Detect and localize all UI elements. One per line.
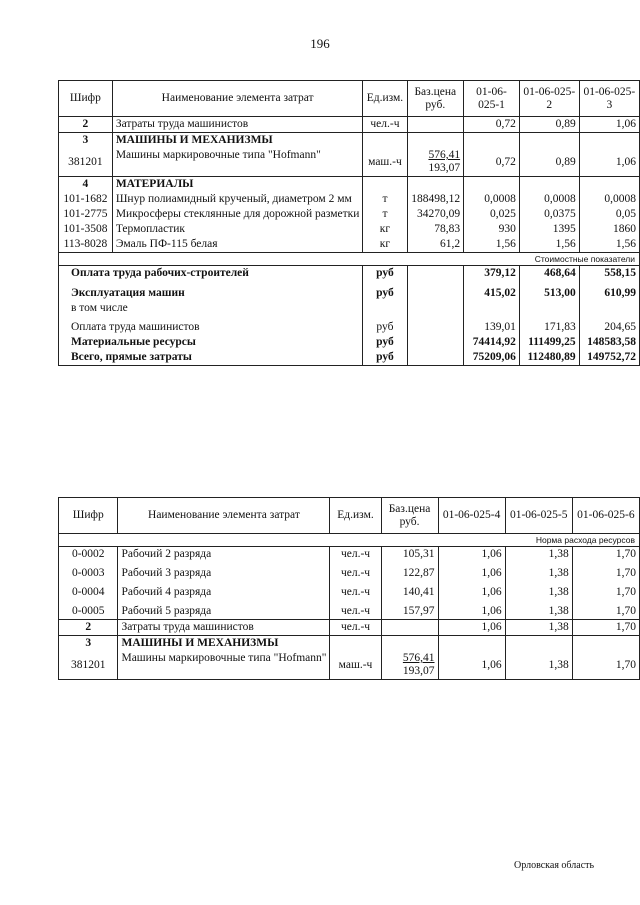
summary-value-3: 558,15 — [579, 266, 639, 282]
row-price: 122,87 — [381, 562, 438, 581]
row-value-3: 1,70 — [572, 547, 639, 563]
row-value-2 — [519, 133, 579, 149]
row-unit: чел.-ч — [330, 581, 381, 600]
row-unit: чел.-ч — [330, 600, 381, 620]
row-value-2: 1,38 — [505, 600, 572, 620]
row-name: Рабочий 3 разряда — [118, 562, 330, 581]
row-value-1: 1,06 — [438, 600, 505, 620]
summary-value-1: 139,01 — [464, 316, 520, 335]
summary-row — [59, 335, 640, 350]
table-header-row — [59, 498, 640, 534]
row-code: 381201 — [59, 651, 118, 680]
header-price: Баз.цена руб. — [381, 498, 438, 534]
row-value-2: 1,38 — [505, 581, 572, 600]
row-price — [407, 117, 464, 133]
row-value-3: 1,70 — [572, 581, 639, 600]
header-code: Шифр — [59, 81, 113, 117]
row-value-1: 1,56 — [464, 237, 520, 253]
row-unit: кг — [363, 222, 407, 237]
row-value-2: 0,89 — [519, 117, 579, 133]
table-row — [59, 177, 640, 193]
row-value-2: 1395 — [519, 222, 579, 237]
row-code: 0-0002 — [59, 547, 118, 563]
row-price — [381, 636, 438, 652]
summary-value-2: 468,64 — [519, 266, 579, 282]
row-price: 78,83 — [407, 222, 464, 237]
row-value-2: 1,38 — [505, 562, 572, 581]
section-note-row — [59, 253, 640, 266]
table-row — [59, 222, 640, 237]
page-number: 196 — [310, 36, 330, 51]
summary-name: Оплата труда машинистов — [59, 316, 363, 335]
row-value-1: 0,72 — [464, 148, 520, 177]
summary-value-3 — [579, 301, 639, 316]
row-code: 101-2775 — [59, 207, 113, 222]
row-value-3: 1,70 — [572, 620, 639, 636]
row-value-2 — [505, 636, 572, 652]
header-col-6: 01-06-025-6 — [572, 498, 639, 534]
row-value-3: 1,70 — [572, 562, 639, 581]
summary-price — [407, 266, 464, 282]
section-note: Стоимостные показатели — [59, 253, 640, 266]
summary-name: Оплата труда рабочих-строителей — [59, 266, 363, 282]
row-value-3: 0,05 — [579, 207, 639, 222]
resource-table-2 — [58, 497, 640, 680]
table-row — [59, 600, 640, 620]
row-value-1: 1,06 — [438, 547, 505, 563]
header-unit: Ед.изм. — [363, 81, 407, 117]
row-value-2: 0,89 — [519, 148, 579, 177]
table-row — [59, 562, 640, 581]
header-name: Наименование элемента затрат — [118, 498, 330, 534]
row-name: МАШИНЫ И МЕХАНИЗМЫ — [118, 636, 330, 652]
row-price: 61,2 — [407, 237, 464, 253]
row-code: 381201 — [59, 148, 113, 177]
row-value-3 — [579, 177, 639, 193]
summary-unit: руб — [363, 335, 407, 350]
footer-region: Орловская область — [514, 860, 595, 871]
summary-price — [407, 281, 464, 301]
summary-row — [59, 301, 640, 316]
summary-value-3: 149752,72 — [579, 350, 639, 366]
row-unit — [363, 133, 407, 149]
row-code: 0-0003 — [59, 562, 118, 581]
row-value-2: 0,0375 — [519, 207, 579, 222]
row-name: Термопластик — [112, 222, 363, 237]
summary-value-1: 74414,92 — [464, 335, 520, 350]
table-row — [59, 207, 640, 222]
row-code: 3 — [59, 133, 113, 149]
row-name: Микросферы стеклянные для дорожной разметки — [112, 207, 363, 222]
header-col-5: 01-06-025-5 — [505, 498, 572, 534]
summary-value-3: 148583,58 — [579, 335, 639, 350]
row-code: 4 — [59, 177, 113, 193]
row-unit: маш.-ч — [330, 651, 381, 680]
header-price: Баз.цена руб. — [407, 81, 464, 117]
summary-price — [407, 316, 464, 335]
price-value: 576,41 — [402, 652, 435, 664]
row-unit: чел.-ч — [330, 562, 381, 581]
row-value-1: 930 — [464, 222, 520, 237]
row-value-1: 0,72 — [464, 117, 520, 133]
row-value-3: 1,70 — [572, 600, 639, 620]
row-value-2: 1,38 — [505, 547, 572, 563]
summary-name: в том числе — [59, 301, 363, 316]
summary-price — [407, 350, 464, 366]
table-row — [59, 148, 640, 177]
row-value-3 — [572, 636, 639, 652]
row-value-3: 1,06 — [579, 148, 639, 177]
section-note-row — [59, 534, 640, 547]
row-name: Машины маркировочные типа "Hofmann" — [118, 651, 330, 680]
row-name: Затраты труда машинистов — [118, 620, 330, 636]
summary-value-2: 111499,25 — [519, 335, 579, 350]
summary-name: Эксплуатация машин — [59, 281, 363, 301]
summary-unit: руб — [363, 350, 407, 366]
summary-value-1: 75209,06 — [464, 350, 520, 366]
row-name: Затраты труда машинистов — [112, 117, 363, 133]
row-code: 3 — [59, 636, 118, 652]
summary-name: Материальные ресурсы — [59, 335, 363, 350]
row-price: 157,97 — [381, 600, 438, 620]
price-machinist-value: 193,07 — [402, 665, 435, 677]
summary-value-2 — [519, 301, 579, 316]
row-price — [407, 133, 464, 149]
row-value-1: 0,0008 — [464, 192, 520, 207]
row-value-2: 1,38 — [505, 620, 572, 636]
price-machinist-value: 193,07 — [428, 162, 461, 174]
row-unit: т — [363, 192, 407, 207]
row-name: Рабочий 2 разряда — [118, 547, 330, 563]
row-value-3: 1,56 — [579, 237, 639, 253]
row-code: 2 — [59, 620, 118, 636]
summary-row — [59, 350, 640, 366]
row-code: 101-3508 — [59, 222, 113, 237]
header-col-1: 01-06-025-1 — [464, 81, 520, 117]
row-name: Машины маркировочные типа "Hofmann" — [112, 148, 363, 177]
row-code: 2 — [59, 117, 113, 133]
row-name: Рабочий 5 разряда — [118, 600, 330, 620]
table-row — [59, 581, 640, 600]
summary-value-1: 415,02 — [464, 281, 520, 301]
row-name: МАШИНЫ И МЕХАНИЗМЫ — [112, 133, 363, 149]
row-value-3: 0,0008 — [579, 192, 639, 207]
table-row — [59, 636, 640, 652]
summary-unit: руб — [363, 316, 407, 335]
row-value-2: 1,56 — [519, 237, 579, 253]
row-unit: маш.-ч — [363, 148, 407, 177]
row-name: Эмаль ПФ-115 белая — [112, 237, 363, 253]
row-price — [407, 177, 464, 193]
row-code: 0-0005 — [59, 600, 118, 620]
summary-value-1: 379,12 — [464, 266, 520, 282]
row-name: Рабочий 4 разряда — [118, 581, 330, 600]
row-unit: чел.-ч — [363, 117, 407, 133]
summary-unit — [363, 301, 407, 316]
header-name: Наименование элемента затрат — [112, 81, 363, 117]
table-row — [59, 547, 640, 563]
summary-unit: руб — [363, 281, 407, 301]
row-price: 105,31 — [381, 547, 438, 563]
row-value-2: 0,0008 — [519, 192, 579, 207]
row-name: МАТЕРИАЛЫ — [112, 177, 363, 193]
row-price — [381, 651, 438, 680]
row-value-1 — [464, 177, 520, 193]
table-row — [59, 117, 640, 133]
summary-value-1 — [464, 301, 520, 316]
row-value-1 — [464, 133, 520, 149]
row-value-3: 1,70 — [572, 651, 639, 680]
row-price — [381, 620, 438, 636]
header-col-3: 01-06-025-3 — [579, 81, 639, 117]
price-value: 576,41 — [428, 149, 461, 161]
header-col-4: 01-06-025-4 — [438, 498, 505, 534]
header-code: Шифр — [59, 498, 118, 534]
row-unit: кг — [363, 237, 407, 253]
summary-row — [59, 281, 640, 301]
row-unit — [363, 177, 407, 193]
row-value-2 — [519, 177, 579, 193]
row-value-1: 1,06 — [438, 581, 505, 600]
summary-price — [407, 335, 464, 350]
row-price — [407, 148, 464, 177]
summary-value-3: 204,65 — [579, 316, 639, 335]
section-note: Норма расхода ресурсов — [59, 534, 640, 547]
row-value-1: 1,06 — [438, 562, 505, 581]
table-row — [59, 192, 640, 207]
header-col-2: 01-06-025-2 — [519, 81, 579, 117]
summary-price — [407, 301, 464, 316]
row-code: 113-8028 — [59, 237, 113, 253]
row-unit — [330, 636, 381, 652]
row-value-3: 1860 — [579, 222, 639, 237]
summary-value-2: 171,83 — [519, 316, 579, 335]
summary-value-2: 112480,89 — [519, 350, 579, 366]
row-price: 34270,09 — [407, 207, 464, 222]
row-value-3: 1,06 — [579, 117, 639, 133]
row-value-1: 1,06 — [438, 651, 505, 680]
row-value-2: 1,38 — [505, 651, 572, 680]
summary-value-2: 513,00 — [519, 281, 579, 301]
row-unit: т — [363, 207, 407, 222]
row-code: 0-0004 — [59, 581, 118, 600]
row-value-1 — [438, 636, 505, 652]
summary-row — [59, 266, 640, 282]
table-header-row — [59, 81, 640, 117]
summary-row — [59, 316, 640, 335]
resource-table-1 — [58, 80, 640, 366]
table-row — [59, 651, 640, 680]
row-price: 188498,12 — [407, 192, 464, 207]
header-unit: Ед.изм. — [330, 498, 381, 534]
summary-unit: руб — [363, 266, 407, 282]
row-price: 140,41 — [381, 581, 438, 600]
row-code: 101-1682 — [59, 192, 113, 207]
row-name: Шнур полиамидный крученый, диаметром 2 мм — [112, 192, 363, 207]
row-value-3 — [579, 133, 639, 149]
row-value-1: 0,025 — [464, 207, 520, 222]
table-row — [59, 133, 640, 149]
row-unit: чел.-ч — [330, 620, 381, 636]
row-unit: чел.-ч — [330, 547, 381, 563]
table-row — [59, 620, 640, 636]
summary-value-3: 610,99 — [579, 281, 639, 301]
table-row — [59, 237, 640, 253]
row-value-1: 1,06 — [438, 620, 505, 636]
summary-name: Всего, прямые затраты — [59, 350, 363, 366]
